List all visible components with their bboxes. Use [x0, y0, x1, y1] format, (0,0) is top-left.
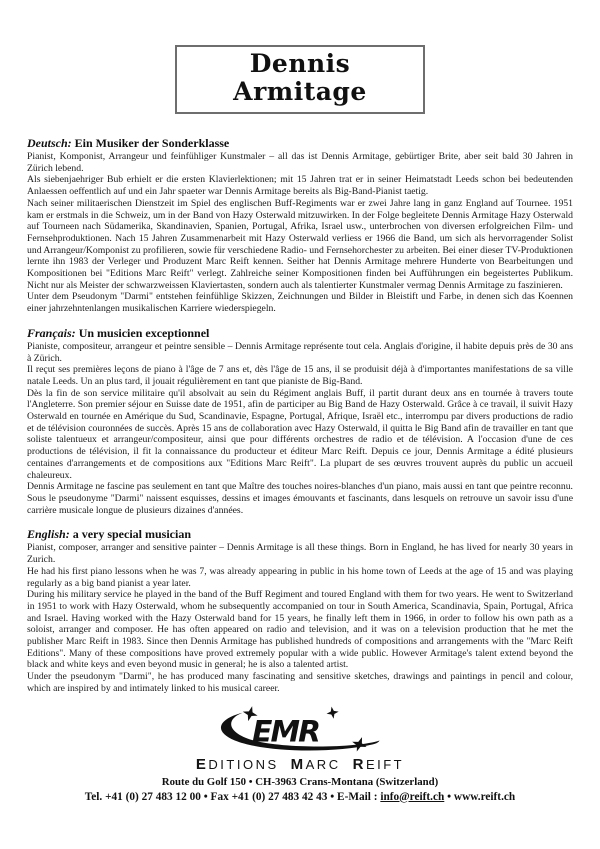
logo-text: EMR [252, 713, 320, 749]
section-deutsch [27, 136, 573, 315]
page-title-box [175, 45, 425, 114]
paragraph-de-1: Pianist, Komponist, Arrangeur und feinfühliger Kunstmaler – all das ist Dennis Armitage, gebürtiger Brite, aber seit bald 30 Jahren in Zürich lebend. [27, 151, 573, 174]
website-text: www.reift.ch [453, 790, 516, 803]
paragraph-fr-4: Dennis Armitage ne fascine pas seulement en tant que Maître des touches noires-blanches d'un piano, mais aussi en tant que peintre reconnu. [27, 481, 573, 493]
brand-word: MARC [290, 755, 341, 773]
section-title: Un musicien exceptionnel [78, 325, 210, 340]
bullet-separator: • [444, 790, 454, 803]
paragraph-en-1: Pianist, composer, arranger and sensitive painter – Dennis Armitage is all these things. Born in England, he has lived for nearly 30 years in Zurich. [27, 542, 573, 566]
paragraph-fr-2: Il reçut ses premières leçons de piano à l'âge de 7 ans et, dès l'âge de 15 ans, il se produisit déjà à d'importantes manifestations de sa ville natale Leeds. Un an plus tard, il jouait régulièrement en tant que pianiste de Big-Band. [27, 364, 573, 387]
brand-word: EDITIONS [195, 755, 279, 773]
paragraph-en-4: Under the pseudonym "Darmi", he has produced many fascinating and sensitive sketches, drawings and paintings in pencil and colour, which are inspired by and intimately linked to his musical career. [27, 671, 573, 694]
publisher-contact [27, 790, 573, 805]
page-title: Dennis Armitage [233, 49, 367, 106]
paragraph-fr-3: Dès la fin de son service militaire qu'il absolvait au sein du Régiment anglais Buff, il partit durant deux ans en tournée à travers toute l'Angleterre. Son premier séjour en Suisse date de 1951, afin de participer au Big Band de Hazy Osterwald. Grâce à ce travail, il suivit Hazy Osterwald en tournée en Amérique du Sud, Scandinavie, Espagne, Portugal, Afrique, Israël etc., interrompu par divers productions de radio et de télévision couronnées de succès. Après 15 ans de collaboration avec Hazy Osterwald, il quitta le Big Band afin de travailler en tant que soliste talentueux et arrangeur/compositeur, ainsi que pour différents orchestres de radio et de télévision. A l'occasion d'une de ces productions de télévision, il fit la connaissance du producteur et éditeur Marc Reift. Depuis ce jour, Dennis Armitage a édité plusieurs centaines d'arrangements et de compositions aux "Editions Marc Reift". La plupart de ses œuvres trouvent auprès du public un accueil chaleureux. [27, 387, 573, 481]
section-title: Ein Musiker der Sonderklasse [74, 136, 230, 150]
paragraph-en-3: During his military service he played in the band of the Buff Regiment and toured England with them for two years. He went to Switzerland in 1951 to work with Hazy Osterwald, whom he subsequently accompanied on tour in South America, Scandinavia, Spain, Portugal, Africa and Israel. Having worked with the Hazy Osterwald band for 15 years, he finally left them in 1966, in order to follow his own path as a soloist, arranger and composer. He has often appeared on radio and television, and it was on a television production that he met the publisher Marc Reift in 1983. Since then Dennis Armitage has published hundreds of compositions and arrangements with the "Marc Reift Editions". Many of these compositions have proved extremely popular with a wide public. However Armitage's talent extend beyond the black and white keys and even beyond music in general; he is also a talented artist. [27, 589, 573, 671]
section-francais [27, 326, 573, 517]
section-heading-francais [27, 326, 573, 340]
tel-fax-text: Tel. +41 (0) 27 483 12 00 • Fax +41 (0) 27 483 42 43 • E-Mail : [84, 790, 381, 803]
section-heading-english [27, 527, 573, 541]
section-english [27, 527, 573, 694]
section-title: a very special musician [72, 527, 192, 542]
emr-logo [210, 706, 390, 757]
brand-word: REIFT [352, 755, 405, 773]
paragraph-en-2: He had his first piano lessons when he was 7, was already appearing in public in his home town of Leeds at the age of 15 and was playing regularly as a big band pianist a year later. [27, 565, 573, 589]
publisher-address: Route du Golf 150 • CH-3963 Crans-Montana (Switzerland) [161, 775, 439, 788]
language-label: Français: [27, 325, 76, 340]
paragraph-de-4: Unter dem Pseudonym "Darmi" entstehen feinfühlige Skizzen, Zeichnungen und Bilder in Bleistift und Farbe, in denen sich das Koennen einer jahrzehntenlangen musikalischen Karriere wiederspiegeln. [27, 291, 573, 315]
publisher-footer [27, 706, 573, 805]
paragraph-de-2: Als siebenjaehriger Bub erhielt er die ersten Klavierlektionen; mit 15 Jahren trat er in seiner Heimatstadt Leeds schon bei bedeutenden Anlaessen oeffentlich auf und ein Jahr spaeter war Dennis Armitage bereits als Big-Band-Pianist taetig. [27, 174, 573, 198]
paragraph-fr-1: Pianiste, compositeur, arrangeur et peintre sensible – Dennis Armitage représente tout cela. Anglais d'origine, il habite depuis près de 30 ans à Zürich. [27, 340, 573, 364]
brand-line [27, 757, 573, 773]
paragraph-de-3: Nach seiner militaerischen Dienstzeit im Spiel des englischen Buff-Regiments war er zwei Jahre lang in ganz England auf Tournee. 1951 kam er erstmals in die Schweiz, um in der Band von Hazy Osterwald mitzuwirken. In der Folge begleitete Dennis Armitage Hazy Osterwald auf Tourneen nach Südamerika, Skandinavien, Spanien, Portugal, Afrika, Israel usw., unterbrochen von diversen erfolgreichen Film- und Fernsehproduktionen. Nach 15 Jahren Zusammenarbeit mit Hazy Osterwald verliess er 1966 die Band, um sich als hervorragender Solist und Arrangeur/Komponist zu profilieren, sowie für verschiedene Radio- und Fernsehorchester zu arbeiten. Bei einer dieser TV-Produktionen lernte ihn 1983 der Verleger und Produzent Marc Reift kennen. Seither hat Dennis Armitage mehrere Hunderte von Bearbeitungen und Kompositionen bei "Editions Marc Reift" verlegt. Zahlreiche seiner Kompositionen finden bei Aufführungen ein begeistertes Publikum. Nicht nur als Meister der schwarzweissen Klaviertasten, sondern auch als talentierter Kunstmaler vermag Dennis Armitage zu faszinieren. [27, 197, 573, 291]
language-label: Deutsch: [27, 136, 72, 150]
email-link[interactable]: info@reift.ch [380, 790, 445, 803]
star-icon [350, 734, 370, 751]
paragraph-fr-5: Sous le pseudonyme "Darmi" naissent esquisses, dessins et images émouvants et fascinants, dans lesquels on retrouve un savoir issu d'une carrière musicale longue de plusieurs dizaines d'années. [27, 492, 573, 516]
section-heading-deutsch [27, 136, 573, 150]
star-icon [325, 706, 339, 720]
language-label: English: [27, 527, 70, 542]
